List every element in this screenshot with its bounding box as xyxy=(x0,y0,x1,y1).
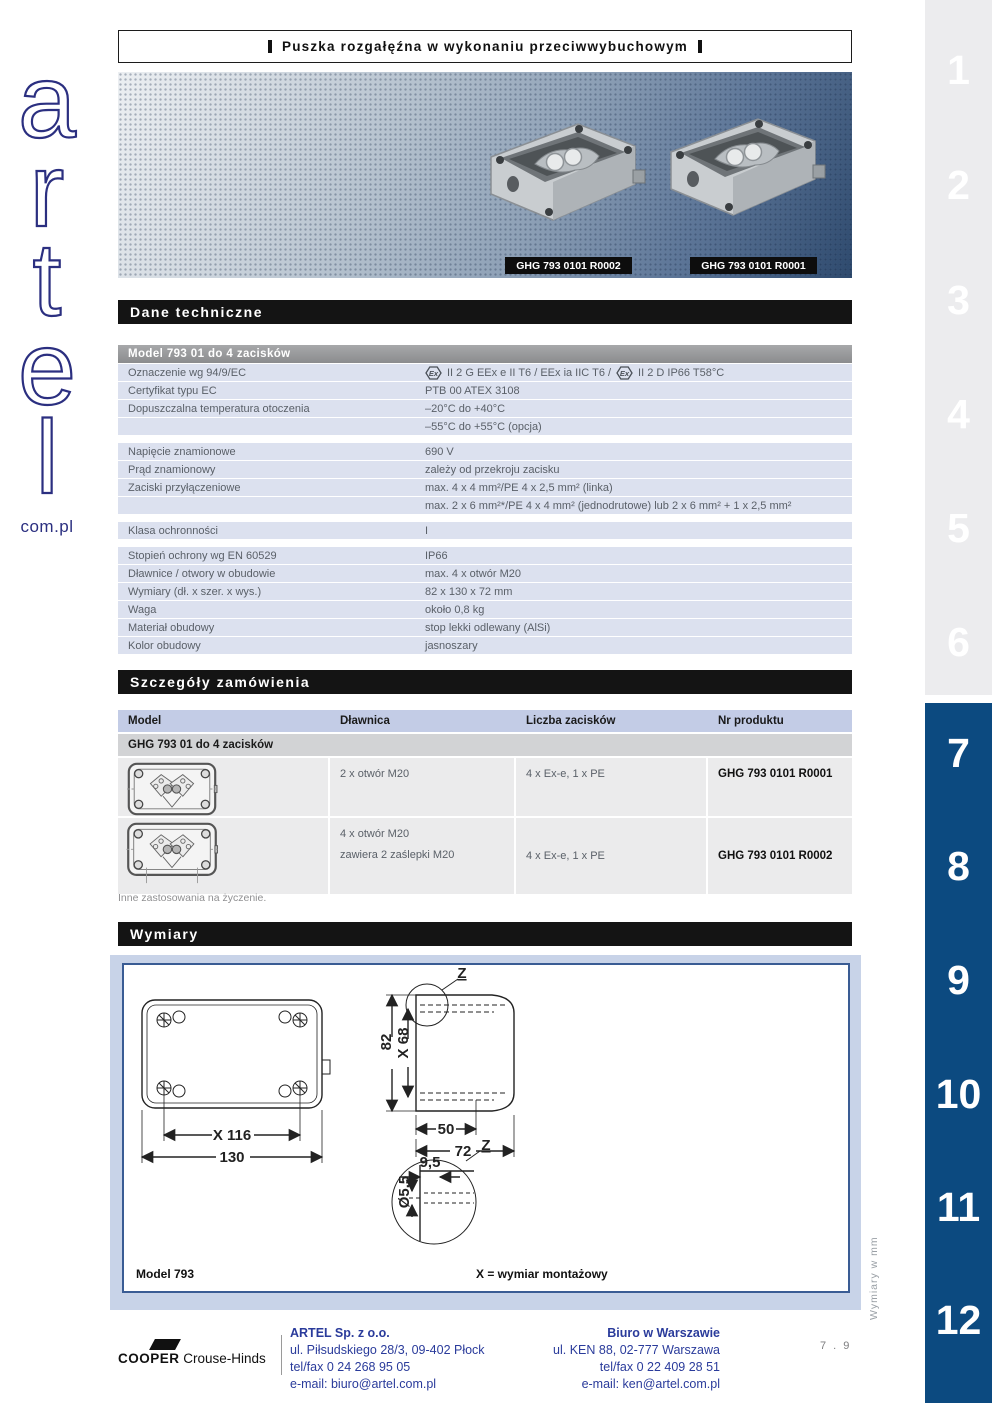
company-name: ARTEL Sp. z o.o. xyxy=(290,1326,390,1340)
office-name: Biuro w Warszawie xyxy=(607,1326,720,1340)
table-row xyxy=(118,758,852,816)
svg-text:X 116: X 116 xyxy=(212,1127,252,1144)
cooper-flag-icon xyxy=(149,1339,181,1350)
svg-text:Ø5,5: Ø5,5 xyxy=(396,1175,413,1209)
order-table xyxy=(118,710,852,896)
product-photo xyxy=(118,72,852,278)
model-drawing-cell xyxy=(118,758,328,816)
junction-box-topview-drawing xyxy=(126,822,218,884)
table-row xyxy=(118,400,852,417)
liczba-cell: 4 x Ex-e, 1 x PE xyxy=(516,818,706,894)
section-header-technical: Dane techniczne xyxy=(118,300,852,324)
order-table-header xyxy=(118,710,852,732)
model-subheader: Model 793 01 do 4 zacisków xyxy=(118,345,852,363)
page-title: Puszka rozgałęźna w wykonaniu przeciwwybuchowym xyxy=(282,39,688,54)
marking-text: II 2 D IP66 T58°C xyxy=(638,366,725,379)
office-email[interactable]: e-mail: ken@artel.com.pl xyxy=(581,1377,720,1391)
row-label: Dławnice / otwory w obudowie xyxy=(128,567,276,580)
row-label: Stopień ochrony wg EN 60529 xyxy=(128,549,277,562)
row-label: Klasa ochronności xyxy=(128,524,218,537)
row-label: Napięcie znamionowe xyxy=(128,445,236,458)
brand-crouse-hinds: Crouse-Hinds xyxy=(179,1351,266,1366)
chapter-tab-3[interactable]: 3 xyxy=(947,277,970,323)
table-row xyxy=(118,497,852,514)
logo-letter: r xyxy=(29,133,65,249)
table-row xyxy=(118,461,852,478)
column-header-dlawnica: Dławnica xyxy=(340,715,390,727)
table-row xyxy=(118,364,852,381)
row-label: Prąd znamionowy xyxy=(128,463,216,476)
chapter-tab-6[interactable]: 6 xyxy=(947,619,970,665)
office-phone: tel/fax 0 22 409 28 51 xyxy=(599,1360,720,1374)
row-label: Waga xyxy=(128,603,157,616)
row-value: 82 x 130 x 72 mm xyxy=(425,585,513,598)
technical-data-table xyxy=(118,364,852,662)
chapter-tab-2[interactable]: 2 xyxy=(947,162,970,208)
dimensions-panel xyxy=(110,955,861,1310)
svg-text:Ex: Ex xyxy=(428,368,439,378)
page-number: 7 . 9 xyxy=(820,1340,852,1352)
logo-letter: l xyxy=(35,400,59,516)
svg-text:X 68: X 68 xyxy=(395,1027,412,1059)
drawing-x-note: X = wymiar montażowy xyxy=(476,1267,608,1281)
chapter-tab-8[interactable]: 8 xyxy=(947,843,970,889)
logo-letter: t xyxy=(32,222,62,338)
ex-hexagon-icon xyxy=(616,366,633,380)
junction-box-topview-drawing xyxy=(126,762,218,816)
dimensions-drawing-box xyxy=(122,963,850,1293)
svg-text:Z: Z xyxy=(481,1137,491,1154)
office-street: ul. KEN 88, 02-777 Warszawa xyxy=(553,1343,720,1357)
table-row xyxy=(118,601,852,618)
row-label: Wymiary (dł. x szer. x wys.) xyxy=(128,585,262,598)
row-value: IP66 xyxy=(425,549,448,562)
title-bar-decor xyxy=(698,40,702,53)
row-label: Certyfikat typu EC xyxy=(128,384,217,397)
cooper-crouse-hinds-logo xyxy=(118,1339,280,1366)
row-value: max. 2 x 6 mm²*/PE 4 x 4 mm² (jednodrutowe) lub 2 x 6 mm² + 1 x 2,5 mm² xyxy=(425,499,792,512)
row-value: max. 4 x otwór M20 xyxy=(425,567,521,580)
dimension-drawing xyxy=(124,965,848,1255)
marking-text: II 2 G EEx e II T6 / EEx ia IIC T6 / xyxy=(447,366,612,379)
model-drawing-cell xyxy=(118,818,328,894)
row-value: PTB 00 ATEX 3108 xyxy=(425,384,520,397)
row-value: jasnoszary xyxy=(425,639,478,652)
table-row xyxy=(118,565,852,582)
dlawnica-line1: 4 x otwór M20 xyxy=(340,828,410,840)
product-code-label: GHG 793 0101 R0002 xyxy=(505,257,632,274)
dlawnica-line2: zawiera 2 zaślepki M20 xyxy=(340,849,455,861)
chapter-tab-5[interactable]: 5 xyxy=(947,505,970,551)
artel-logo xyxy=(4,44,90,537)
table-row xyxy=(118,637,852,654)
title-bar-decor xyxy=(268,40,272,53)
chapter-tab-1[interactable]: 1 xyxy=(947,47,970,93)
order-group-header: GHG 793 01 do 4 zacisków xyxy=(118,734,852,756)
row-value: –55°C do +55°C (opcja) xyxy=(425,420,542,433)
svg-text:130: 130 xyxy=(219,1149,245,1166)
table-row xyxy=(118,522,852,539)
row-value: stop lekki odlewany (AlSi) xyxy=(425,621,551,634)
table-row xyxy=(118,619,852,636)
logo-letter: a xyxy=(18,44,76,160)
table-row xyxy=(118,583,852,600)
table-row xyxy=(118,418,852,435)
row-value xyxy=(425,366,852,380)
product-number-cell: GHG 793 0101 R0002 xyxy=(708,818,852,894)
row-value: zależy od przekroju zacisku xyxy=(425,463,560,476)
table-row xyxy=(118,382,852,399)
junction-box-illustration xyxy=(118,72,852,278)
logo-domain: com.pl xyxy=(20,517,74,536)
chapter-tab-9[interactable]: 9 xyxy=(947,957,970,1003)
svg-text:72: 72 xyxy=(454,1143,472,1160)
chapter-tab-12[interactable]: 12 xyxy=(935,1297,982,1343)
row-label: Dopuszczalna temperatura otoczenia xyxy=(128,402,310,415)
svg-text:50: 50 xyxy=(437,1121,455,1138)
svg-text:Ex: Ex xyxy=(619,368,630,378)
chapter-tab-10[interactable]: 10 xyxy=(935,1071,982,1117)
svg-text:9,5: 9,5 xyxy=(419,1154,441,1171)
row-value: około 0,8 kg xyxy=(425,603,485,616)
svg-text:Z: Z xyxy=(457,965,467,982)
column-header-model: Model xyxy=(128,715,162,727)
logo-letter: e xyxy=(18,311,76,427)
footer-divider xyxy=(281,1335,282,1375)
office-address-block xyxy=(448,1325,720,1393)
dlawnica-cell: 2 x otwór M20 xyxy=(330,758,514,816)
row-label: Oznaczenie wg 94/9/EC xyxy=(128,366,247,379)
row-value: –20°C do +40°C xyxy=(425,402,506,415)
product-number-cell: GHG 793 0101 R0001 xyxy=(708,758,852,816)
row-label: Materiał obudowy xyxy=(128,621,215,634)
table-row xyxy=(118,479,852,496)
ex-hexagon-icon xyxy=(425,366,442,380)
company-street: ul. Piłsudskiego 28/3, 09-402 Płock xyxy=(290,1343,485,1357)
section-header-dimensions: Wymiary xyxy=(118,922,852,946)
units-note-vertical: Wymiary w mm xyxy=(868,1236,880,1320)
company-email[interactable]: e-mail: biuro@artel.com.pl xyxy=(290,1377,437,1391)
row-value: I xyxy=(425,524,429,537)
dlawnica-cell xyxy=(330,818,514,894)
company-phone: tel/fax 0 24 268 95 05 xyxy=(290,1360,411,1374)
row-value: 690 V xyxy=(425,445,454,458)
table-row xyxy=(118,818,852,894)
chapter-tab-7[interactable]: 7 xyxy=(947,730,970,776)
row-value: max. 4 x 4 mm²/PE 4 x 2,5 mm² (linka) xyxy=(425,481,613,494)
row-label: Kolor obudowy xyxy=(128,639,201,652)
column-header-liczba: Liczba zacisków xyxy=(526,715,616,727)
order-note: Inne zastosowania na życzenie. xyxy=(118,892,267,904)
section-header-order: Szczegóły zamówienia xyxy=(118,670,852,694)
chapter-tab-11[interactable]: 11 xyxy=(936,1184,981,1230)
chapter-tab-4[interactable]: 4 xyxy=(947,391,970,437)
page-title-box xyxy=(118,30,852,63)
table-row xyxy=(118,547,852,564)
column-header-nr: Nr produktu xyxy=(718,715,784,727)
liczba-cell: 4 x Ex-e, 1 x PE xyxy=(516,758,706,816)
chapter-rail-upper xyxy=(925,0,992,695)
product-code-label: GHG 793 0101 R0001 xyxy=(690,257,817,274)
row-label: Zaciski przyłączeniowe xyxy=(128,481,241,494)
brand-cooper: COOPER xyxy=(118,1351,180,1366)
drawing-model-label: Model 793 xyxy=(136,1267,195,1281)
table-row xyxy=(118,443,852,460)
svg-text:82: 82 xyxy=(378,1033,395,1051)
